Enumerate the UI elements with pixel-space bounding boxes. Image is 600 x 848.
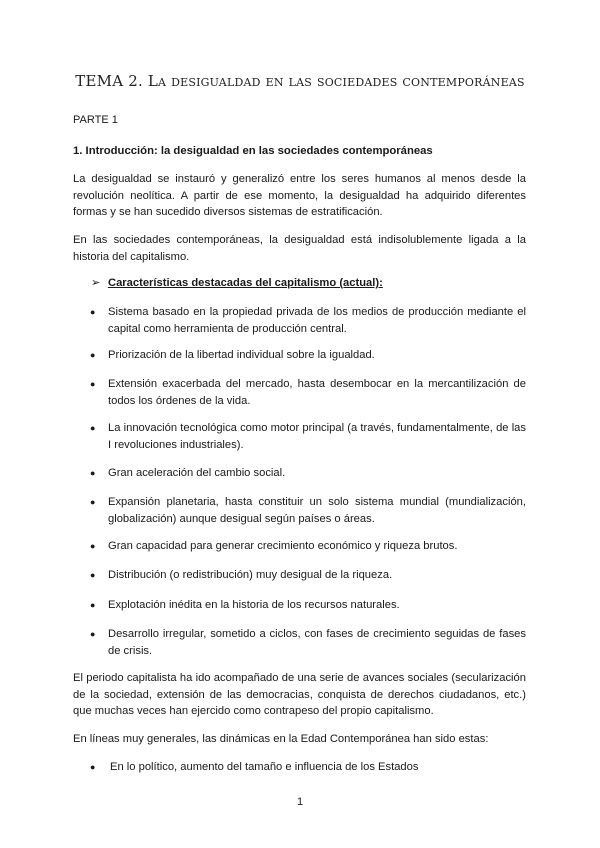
list-item (90, 494, 526, 527)
bullet-icon: ● (90, 600, 96, 610)
list-item (90, 347, 526, 364)
document-title: TEMA 2. La desigualdad en las sociedades contemporáneas (75, 72, 525, 90)
bullet-icon: ● (90, 497, 96, 507)
list-item-text: En lo político, aumento del tamaño e influencia de los Estados (110, 761, 419, 773)
page-number: 1 (296, 796, 304, 808)
list-item (90, 626, 526, 659)
list-item (90, 759, 526, 776)
paragraph-social-advances: El periodo capitalista ha ido acompañado de una serie de avances sociales (secularización de la sociedad, extensión de las democracias, conquista de derechos ciudadanos, etc.) que muchas veces han ejercido como contrapeso del propio capitalismo. (73, 672, 526, 717)
list-item (90, 538, 526, 555)
bullet-icon: ● (90, 570, 96, 580)
list-item (90, 420, 526, 453)
bullet-icon: ● (90, 350, 96, 360)
list-item (90, 304, 526, 337)
list-item (90, 465, 526, 482)
list-item-text: Extensión exacerbada del mercado, hasta desembocar en la mercantilización de todos los órdenes de la vida. (108, 378, 526, 407)
list-item-text: Sistema basado en la propiedad privada de los medios de producción mediante el capital como herramienta de producción central. (108, 306, 526, 335)
list-item-text: Distribución (o redistribución) muy desigual de la riqueza. (108, 569, 393, 581)
list-item-text: Expansión planetaria, hasta constituir un solo sistema mundial (mundialización, globalización) aunque desigual según países o áreas. (108, 496, 526, 525)
bullet-icon: ● (90, 379, 96, 389)
bullet-icon: ● (90, 468, 96, 478)
paragraph-capitalism: En las sociedades contemporáneas, la desigualdad está indisolublemente ligada a la historia del capitalismo. (73, 234, 526, 263)
subheading-characteristics (91, 276, 383, 289)
list-item-text: Desarrollo irregular, sometido a ciclos, con fases de crecimiento seguidas de fases de crisis. (108, 628, 526, 657)
list-item-text: Explotación inédita en la historia de los recursos naturales. (108, 599, 400, 611)
subheading-text: Características destacadas del capitalismo (actual): (108, 277, 383, 289)
list-item (90, 597, 526, 614)
bullet-icon: ● (90, 629, 96, 639)
list-item-text: La innovación tecnológica como motor principal (a través, fundamentalmente, de las I revoluciones industriales). (108, 422, 526, 451)
list-item (90, 376, 526, 409)
list-item-text: Priorización de la libertad individual sobre la igualdad. (108, 349, 375, 361)
arrow-bullet-icon: ➢ (91, 277, 101, 289)
paragraph-dynamics: En líneas muy generales, las dinámicas en la Edad Contemporánea han sido estas: (73, 733, 489, 745)
list-item-text: Gran capacidad para generar crecimiento económico y riqueza brutos. (108, 540, 458, 552)
bullet-icon: ● (90, 423, 96, 433)
bullet-icon: ● (90, 762, 96, 772)
list-item (90, 567, 526, 584)
bullet-icon: ● (90, 541, 96, 551)
part-label: PARTE 1 (73, 114, 118, 126)
bullet-icon: ● (90, 307, 96, 317)
list-item-text: Gran aceleración del cambio social. (108, 467, 286, 479)
section-heading: 1. Introducción: la desigualdad en las sociedades contemporáneas (73, 145, 433, 157)
paragraph-intro: La desigualdad se instauró y generalizó entre los seres humanos al menos desde la revolución neolítica. A partir de ese momento, la desigualdad ha adquirido diferentes formas y se han sucedido diversos sistemas de estratificación. (73, 173, 526, 218)
